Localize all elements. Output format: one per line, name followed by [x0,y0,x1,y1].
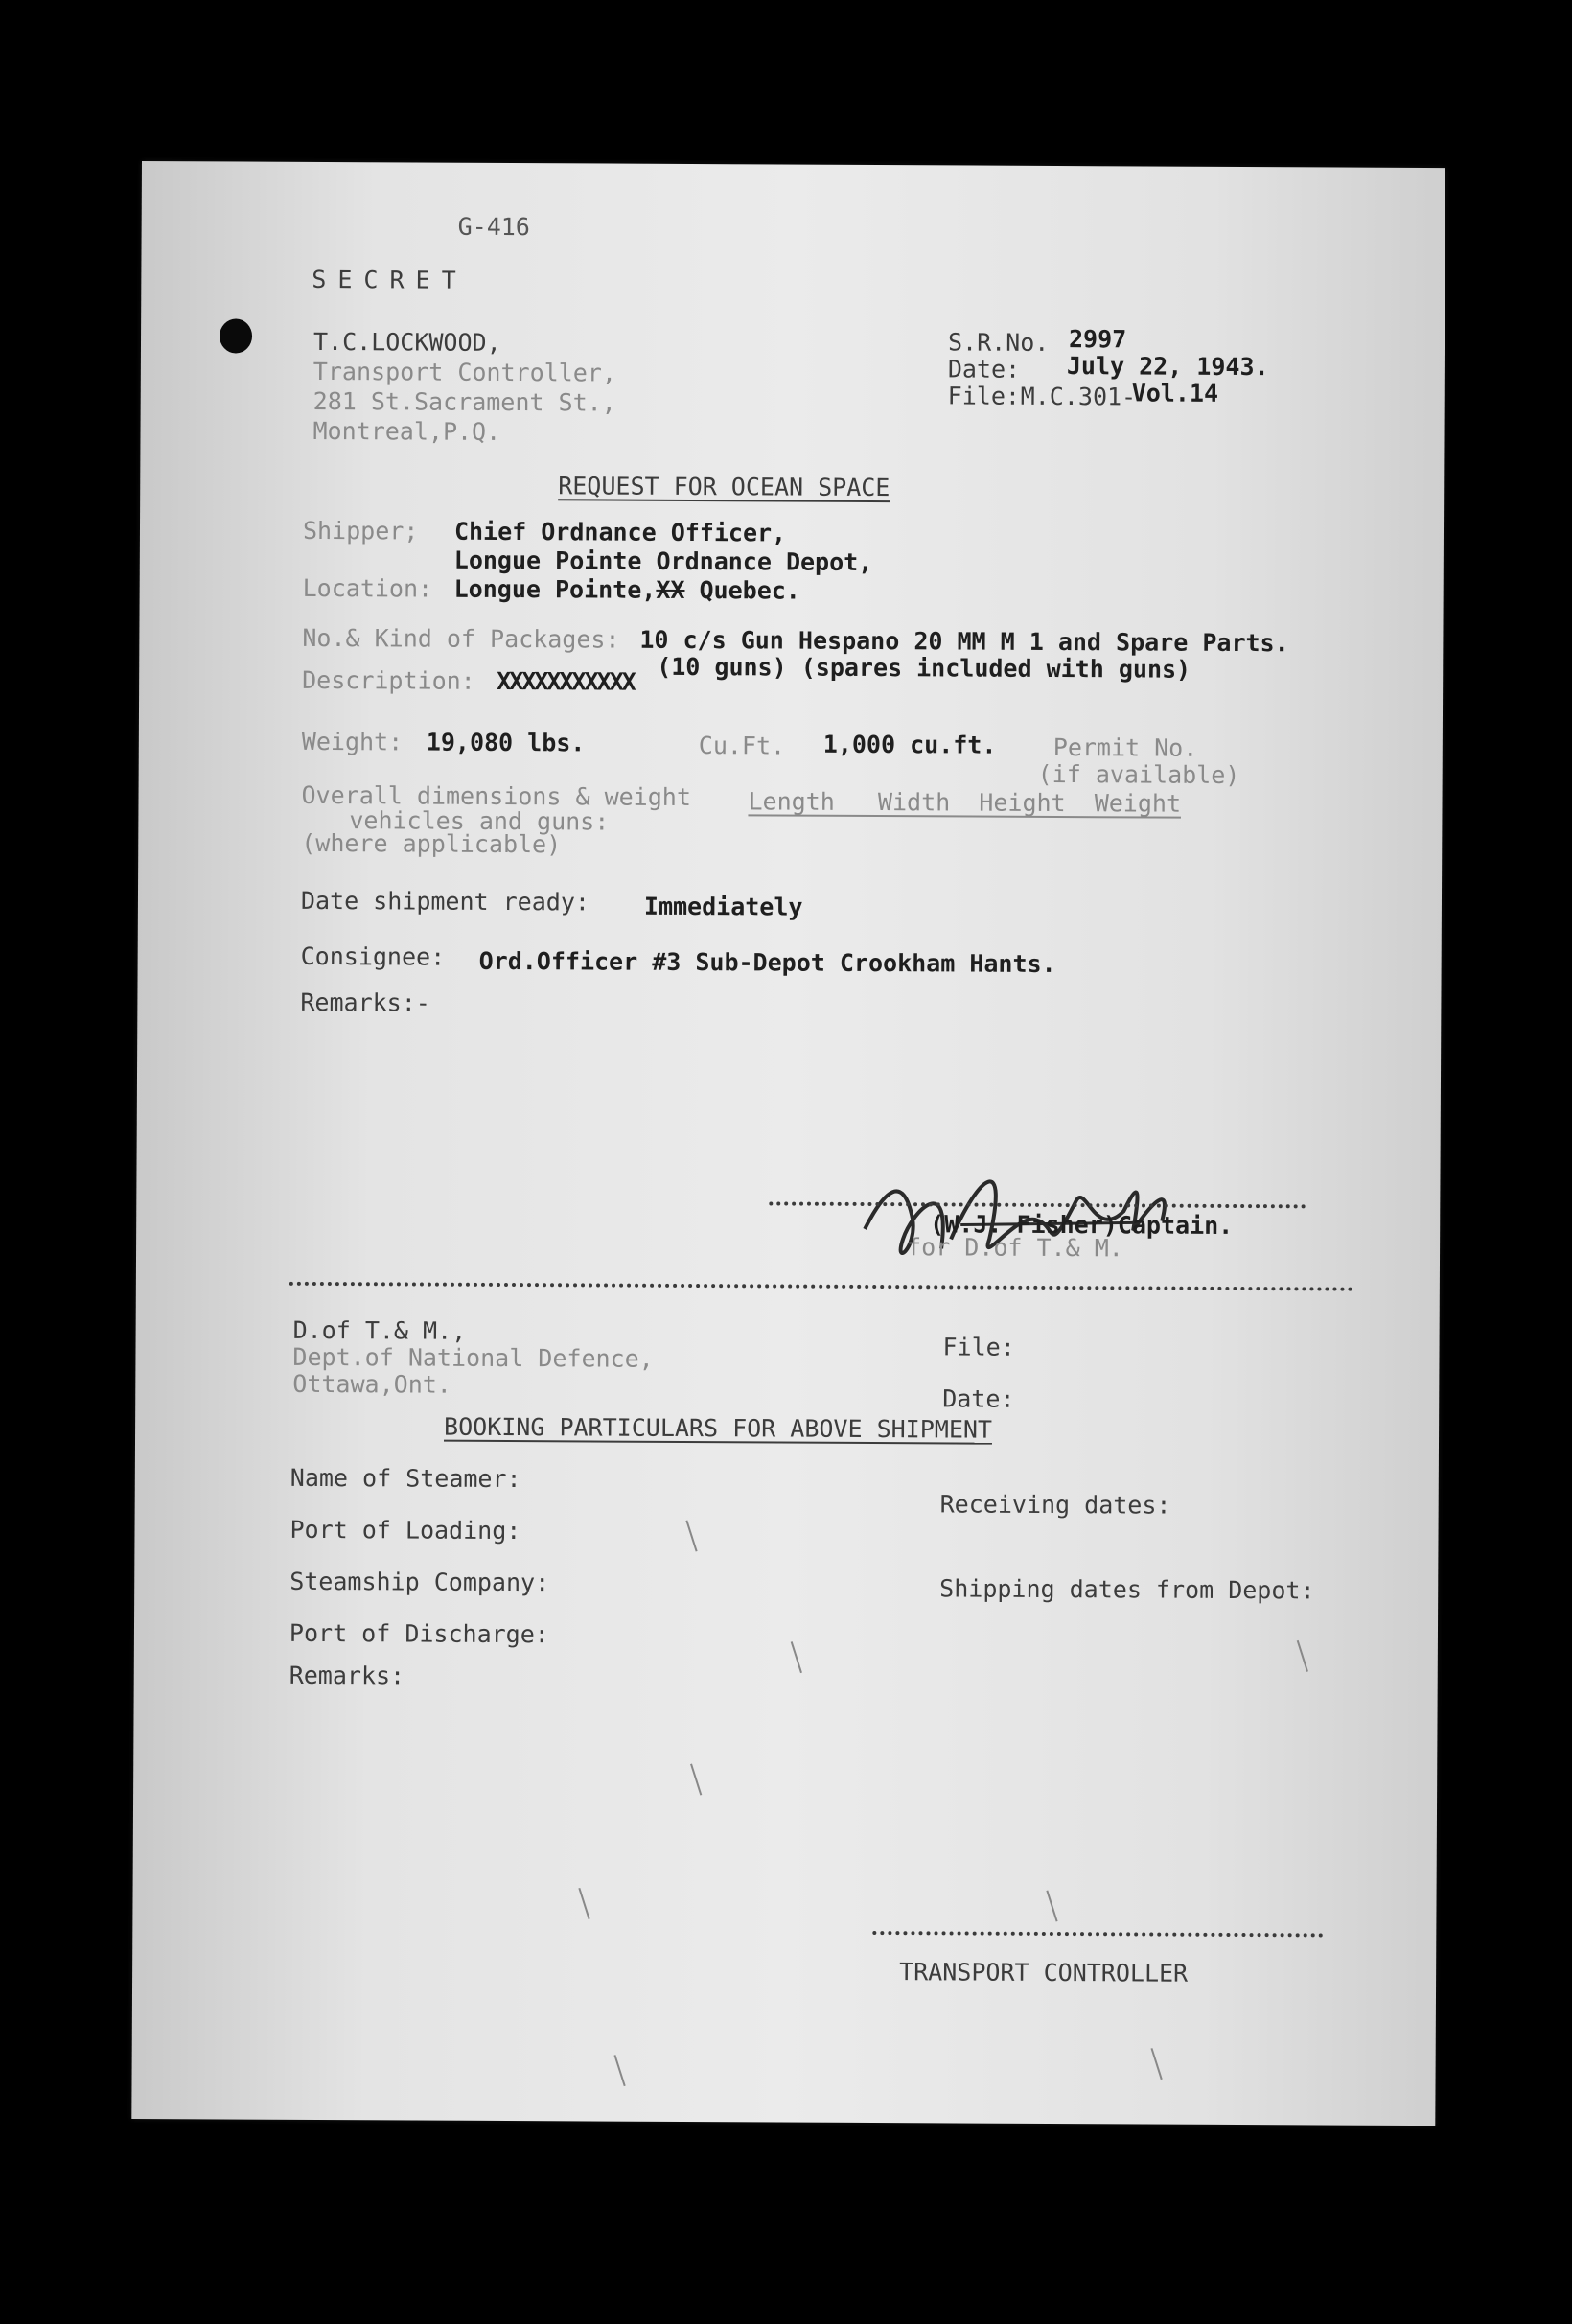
dimensions-label-2: vehicles and guns: [349,806,610,836]
document-title: REQUEST FOR OCEAN SPACE [558,472,890,502]
booking-title: BOOKING PARTICULARS FOR ABOVE SHIPMENT [444,1412,993,1444]
classification-heading: SECRET [312,265,468,294]
file-prefix: M.C.301- [1020,382,1137,411]
shipping-dates-label: Shipping dates from Depot: [939,1574,1315,1605]
controller-signature-line [872,1931,1323,1937]
dimensions-label: Overall dimensions & weight [301,780,692,812]
pencil-mark [1046,1890,1057,1921]
pencil-mark [1151,2048,1163,2080]
pencil-mark [613,2055,625,2086]
permit-label: Permit No. [1052,732,1198,762]
consignee-label: Consignee: [300,941,446,971]
receiving-dates-label: Receiving dates: [939,1490,1171,1520]
sender-street: 281 St.Sacrament St., [312,386,616,417]
packages-line-2: (10 guns) (spares included with guns) [657,652,1191,684]
signatory-for-line: for D.of T.& M. [907,1233,1123,1263]
document-code: G-416 [457,212,530,242]
packages-line-1: 10 c/s Gun Hespano 20 MM M 1 and Spare Parts. [639,625,1289,658]
loading-port-label: Port of Loading: [289,1515,521,1545]
shipper-line-2: Longue Pointe Ordnance Depot, [453,546,873,576]
booking-remarks-label: Remarks: [289,1661,405,1690]
weight-label: Weight: [301,727,404,756]
pencil-mark [685,1521,697,1552]
steamship-company-label: Steamship Company: [289,1567,550,1597]
packages-label: No.& Kind of Packages: [302,623,620,654]
recipient-line-3: Ottawa,Ont. [292,1369,451,1399]
dimensions-columns: Length Width Height Weight [748,787,1182,818]
transport-controller-label: TRANSPORT CONTROLLER [899,1958,1189,1987]
file-volume: Vol.14 [1131,379,1219,407]
cubic-feet-label: Cu.Ft. [698,732,786,760]
pencil-mark [1297,1640,1308,1672]
sender-name: T.C.LOCKWOOD, [312,327,501,357]
remarks-label: Remarks:- [300,988,430,1017]
dimensions-label-3: (where applicable) [301,828,562,859]
signatory-name: (W.J. Fisher)Captain. [930,1210,1234,1240]
sender-city: Montreal,P.Q. [312,416,501,446]
file-field-label: File: [942,1333,1015,1361]
shipper-label: Shipper; [302,516,419,546]
cubic-feet-value: 1,000 cu.ft. [822,730,997,759]
permit-note: (if available) [1037,759,1240,790]
location-value: Longue Pointe,XX Quebec. [453,574,800,605]
document-date: July 22, 1943. [1066,352,1269,382]
pencil-mark [791,1641,802,1673]
pencil-mark [578,1888,590,1919]
file-label: File: [947,382,1021,410]
weight-value: 19,080 lbs. [426,728,586,757]
shipper-line-1: Chief Ordnance Officer, [453,517,787,547]
date-field-label: Date: [942,1384,1015,1413]
location-label: Location: [302,573,433,603]
recipient-line-1: D.of T.& M., [292,1315,467,1345]
sender-title: Transport Controller, [312,357,617,387]
recipient-line-2: Dept.of National Defence, [292,1342,654,1373]
date-label: Date: [947,355,1021,383]
pencil-mark [690,1764,702,1796]
ready-label: Date shipment ready: [300,886,590,917]
discharge-port-label: Port of Discharge: [289,1618,549,1649]
steamer-label: Name of Steamer: [289,1463,521,1494]
sr-number: 2997 [1068,325,1127,354]
ready-value: Immediately [643,892,803,921]
consignee-value: Ord.Officer #3 Sub-Depot Crookham Hants. [478,946,1056,979]
description-struck-value: XXXXXXXXXXX [497,666,635,696]
document-page [131,161,1445,2126]
sr-number-label: S.R.No. [947,328,1050,357]
punch-hole [220,318,252,353]
description-label: Description: [302,665,475,695]
